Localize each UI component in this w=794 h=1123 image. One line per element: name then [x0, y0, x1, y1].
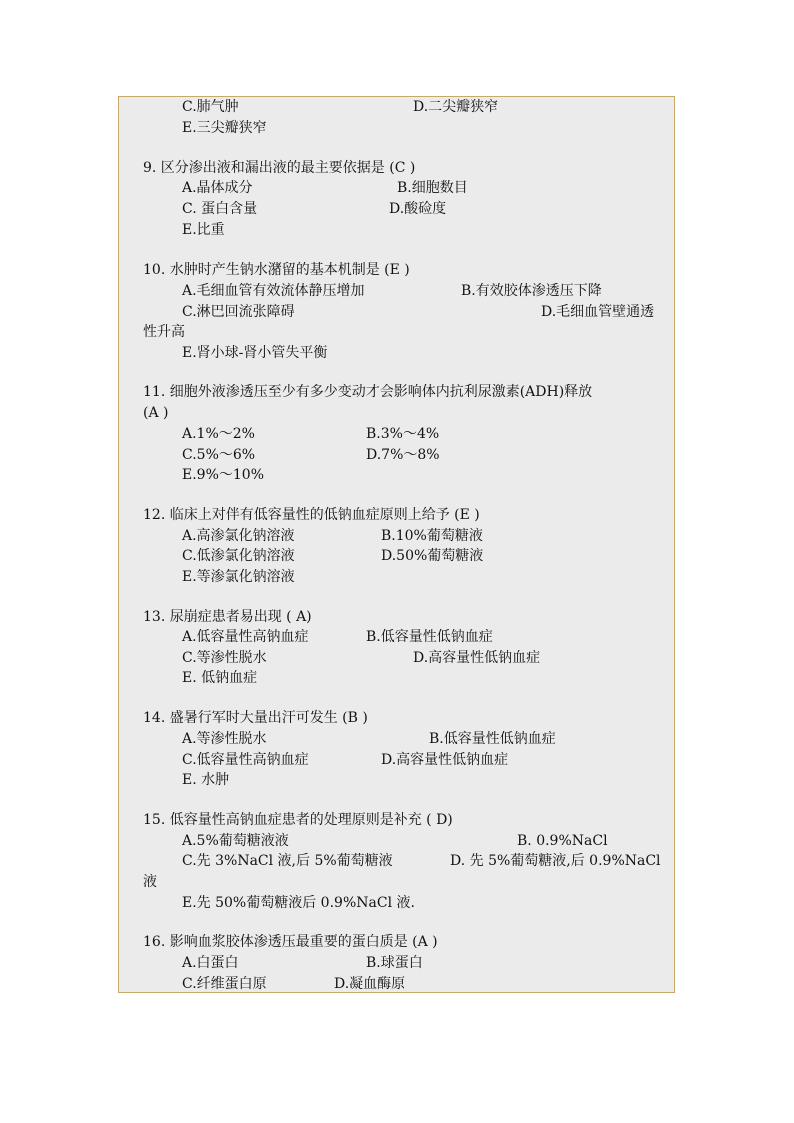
q10-option-a: A.毛细血管有效流体静压增加 — [182, 283, 365, 299]
q12-option-b: B.10%葡萄糖液 — [381, 528, 483, 544]
q11-option-d: D.7%～8% — [366, 447, 440, 463]
q9-stem: 9. 区分渗出液和漏出液的最主要依据是 (C ) — [143, 160, 416, 176]
q12-option-e: E.等渗氯化钠溶液 — [182, 569, 295, 585]
q10-option-d-start: D.毛细血管壁通透 — [541, 304, 655, 320]
q15-option-d-start: D. 先 5%葡萄糖液,后 0.9%NaCl — [450, 853, 661, 869]
q15-option-a: A.5%葡萄糖液液 — [182, 833, 289, 849]
q10-option-b: B.有效胶体渗透压下降 — [461, 283, 602, 299]
q13-option-e: E. 低钠血症 — [182, 670, 258, 686]
q11-stem: 11. 细胞外液渗透压至少有多少变动才会影响体内抗利尿激素(ADH)释放 — [143, 384, 593, 400]
q8-option-c: C.肺气肿 — [182, 99, 239, 115]
q8-option-d: D.二尖瓣狭窄 — [413, 99, 499, 115]
q14-option-b: B.低容量性低钠血症 — [429, 731, 556, 747]
q12-stem: 12. 临床上对伴有低容量性的低钠血症原则上给予 (E ) — [143, 507, 480, 523]
q15-option-e: E.先 50%葡萄糖液后 0.9%NaCl 液. — [182, 895, 415, 911]
q14-option-e: E. 水肿 — [182, 772, 230, 788]
q13-option-b: B.低容量性低钠血症 — [366, 629, 493, 645]
q14-option-c: C.低容量性高钠血症 — [182, 752, 309, 768]
q9-option-a: A.晶体成分 — [182, 180, 253, 196]
q10-stem: 10. 水肿时产生钠水潴留的基本机制是 (E ) — [143, 262, 410, 278]
q14-stem: 14. 盛暑行军时大量出汗可发生 (B ) — [143, 710, 368, 726]
q15-option-b: B. 0.9%NaCl — [517, 833, 608, 849]
q9-option-e: E.比重 — [182, 222, 225, 238]
q16-option-b: B.球蛋白 — [366, 955, 423, 971]
q16-option-a: A.白蛋白 — [182, 955, 239, 971]
q15-stem: 15. 低容量性高钠血症患者的处理原则是补充 ( D) — [143, 812, 453, 828]
q13-option-a: A.低容量性高钠血症 — [182, 629, 309, 645]
q14-option-d: D.高容量性低钠血症 — [381, 752, 509, 768]
q12-option-c: C.低渗氯化钠溶液 — [182, 548, 295, 564]
q12-option-d: D.50%葡萄糖液 — [381, 548, 484, 564]
q16-option-d: D.凝血酶原 — [334, 976, 406, 992]
q10-option-c: C.淋巴回流张障碍 — [182, 304, 295, 320]
q9-option-c: C. 蛋白含量 — [182, 201, 258, 217]
q16-stem: 16. 影响血浆胶体渗透压最重要的蛋白质是 (A ) — [143, 934, 438, 950]
q13-stem: 13. 尿崩症患者易出现 ( A) — [143, 609, 312, 625]
q16-option-c: C.纤维蛋白原 — [182, 976, 267, 992]
q14-option-a: A.等渗性脱水 — [182, 731, 267, 747]
q15-option-d-end: 液 — [143, 874, 157, 890]
q15-option-c: C.先 3%NaCl 液,后 5%葡萄糖液 — [182, 853, 393, 869]
q10-option-e: E.肾小球-肾小管失平衡 — [182, 345, 328, 361]
q10-option-d-end: 性升高 — [143, 324, 185, 340]
q8-option-e: E.三尖瓣狭窄 — [182, 120, 267, 136]
q11-answer: (A ) — [143, 405, 169, 421]
q9-option-b: B.细胞数目 — [397, 180, 468, 196]
q11-option-e: E.9%～10% — [182, 467, 264, 483]
q13-option-c: C.等渗性脱水 — [182, 650, 267, 666]
q12-option-a: A.高渗氯化钠溶液 — [182, 528, 295, 544]
q9-option-d: D.酸硷度 — [389, 201, 447, 217]
q11-option-c: C.5%～6% — [182, 447, 256, 463]
q11-option-b: B.3%～4% — [366, 426, 440, 442]
q13-option-d: D.高容量性低钠血症 — [413, 650, 541, 666]
q11-option-a: A.1%～2% — [182, 426, 255, 442]
